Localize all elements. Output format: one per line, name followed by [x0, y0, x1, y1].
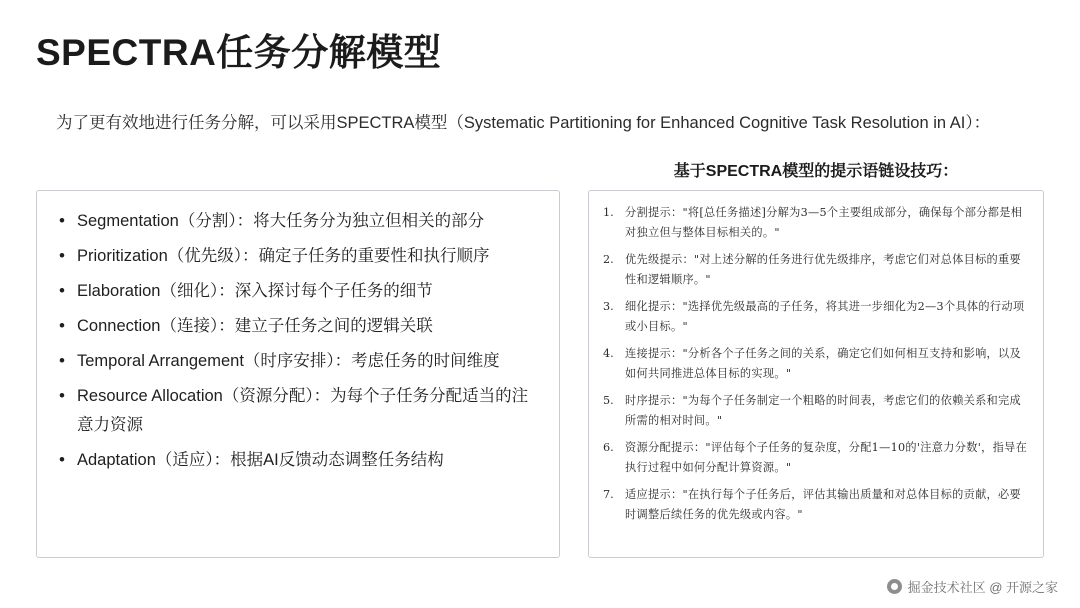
- list-item: • Prioritization（优先级）：确定子任务的重要性和执行顺序: [55, 242, 541, 271]
- prompt-chain-heading: 基于SPECTRA模型的提示语链设技巧：: [673, 163, 959, 180]
- watermark: [887, 577, 1058, 596]
- intro-paragraph: 为了更有效地进行任务分解，可以采用SPECTRA模型（Systematic Partitioning for Enhanced Cognitive Task Resolution in AI）：: [56, 114, 991, 132]
- list-item-text: 连接提示："分析各个子任务之间的关系，确定它们如何相互支持和影响，以及如何共同推进总体目标的实现。": [625, 347, 1022, 380]
- list-item: [599, 485, 1031, 525]
- list-item-index: 6.: [603, 441, 614, 454]
- spectra-definition-box: [36, 190, 560, 558]
- list-item: [599, 391, 1031, 431]
- list-item-text: 适应提示："在执行每个子任务后，评估其输出质量和对总体目标的贡献，必要时调整后续任务的优先级或内容。": [625, 488, 1022, 521]
- list-item: • Temporal Arrangement（时序安排）：考虑任务的时间维度: [55, 347, 541, 376]
- list-item-index: 4.: [603, 347, 614, 360]
- watermark-text: 掘金技术社区 @ 开源之家: [907, 580, 1058, 595]
- prompt-chain-box: [588, 190, 1044, 558]
- list-item: [599, 250, 1031, 290]
- spectra-bullet-list: [55, 207, 541, 475]
- list-item-text: 资源分配提示："评估每个子任务的复杂度，分配1—10的'注意力分数'，指导在执行过程中如何分配计算资源。": [625, 441, 1028, 474]
- list-item-text: 分割提示："将[总任务描述]分解为3—5个主要组成部分，确保每个部分都是相对独立但与整体目标相关的。": [625, 206, 1023, 239]
- page-title: SPECTRA任务分解模型: [36, 32, 442, 73]
- list-item-index: 3.: [603, 300, 614, 313]
- list-item: • Resource Allocation（资源分配）：为每个子任务分配适当的注意力资源: [55, 382, 541, 440]
- list-item-text: 细化提示："选择优先级最高的子任务，将其进一步细化为2—3个具体的行动项或小目标。": [625, 300, 1025, 333]
- prompt-chain-list: [599, 203, 1031, 525]
- list-item: [599, 297, 1031, 337]
- list-item-index: 1.: [603, 206, 614, 219]
- list-item-text: 时序提示："为每个子任务制定一个粗略的时间表，考虑它们的依赖关系和完成所需的相对时间。": [625, 394, 1022, 427]
- list-item: • Connection（连接）：建立子任务之间的逻辑关联: [55, 312, 541, 341]
- list-item-index: 2.: [603, 253, 614, 266]
- list-item: [599, 344, 1031, 384]
- user-circle-icon: [887, 579, 902, 594]
- list-item-index: 5.: [603, 394, 614, 407]
- list-item: [599, 203, 1031, 243]
- list-item: • Segmentation（分割）：将大任务分为独立但相关的部分: [55, 207, 541, 236]
- list-item-text: 优先级提示："对上述分解的任务进行优先级排序，考虑它们对总体目标的重要性和逻辑顺序。": [625, 253, 1022, 286]
- list-item: • Adaptation（适应）：根据AI反馈动态调整任务结构: [55, 446, 541, 475]
- list-item: [599, 438, 1031, 478]
- list-item-index: 7.: [603, 488, 614, 501]
- list-item: • Elaboration（细化）：深入探讨每个子任务的细节: [55, 277, 541, 306]
